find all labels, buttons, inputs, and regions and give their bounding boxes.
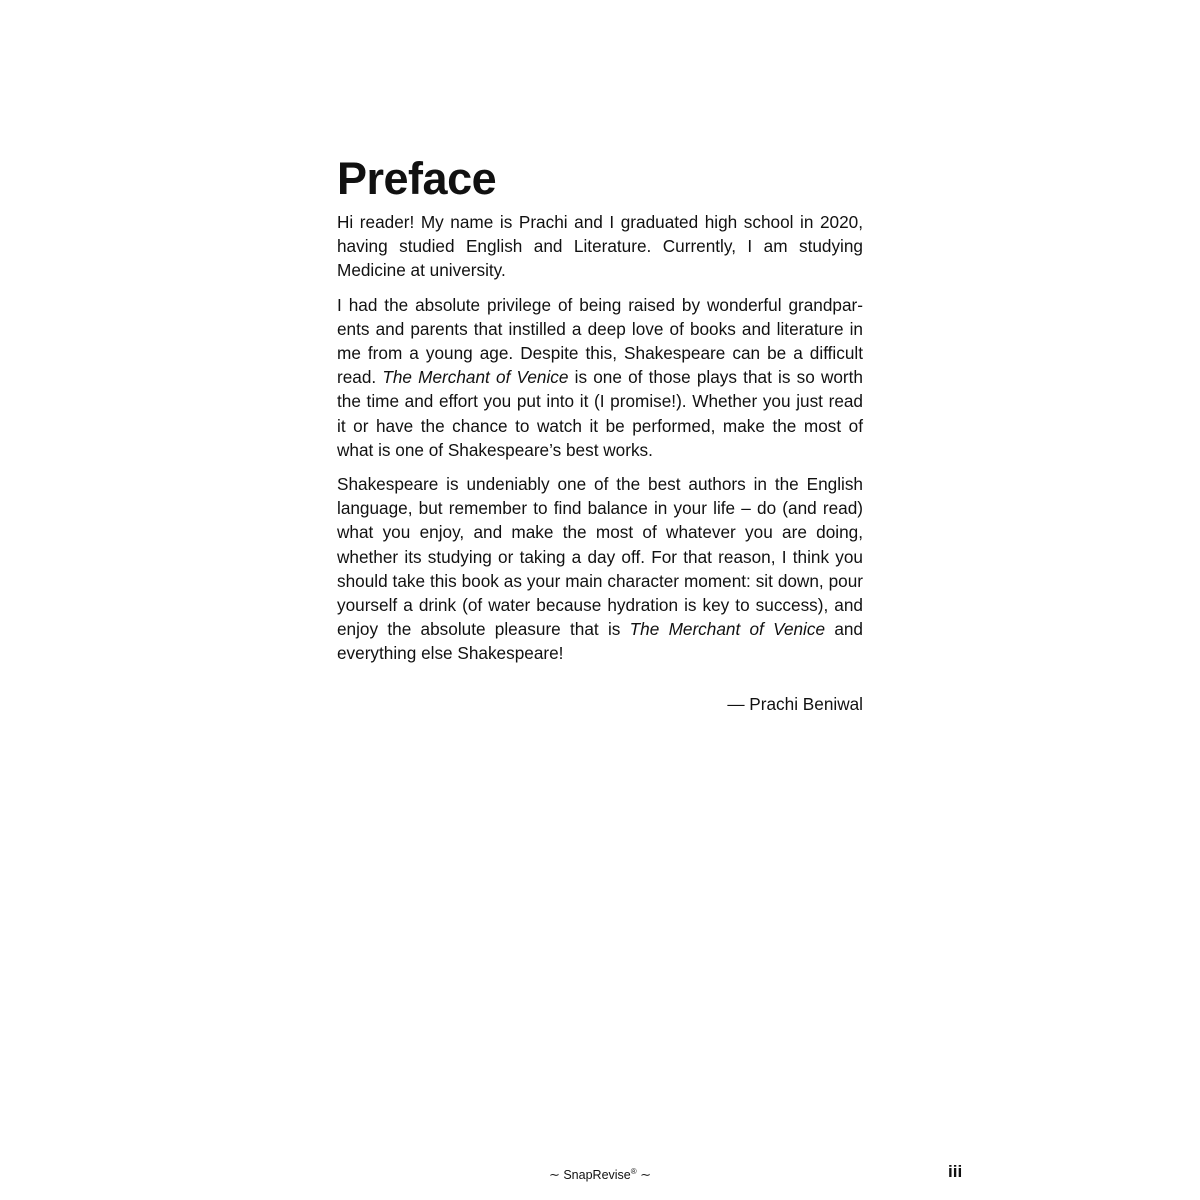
text-run: I had the absolute privilege of being raised by wonderful grandparents and parents that instilled a deep love of books and literature in me from a young age. Despite this, Shakespeare can be a difficult read. (337, 294, 863, 388)
registered-mark: ® (630, 1167, 637, 1176)
text-run: is one of those plays that is so worth the time and effort you put into it (I promise!). Whether you just read it or have the chance to watch it be performed, make the most of what is one of Shakespeare’s best works. (337, 367, 863, 460)
text-run: Shakespeare is undeniably one of the best authors in the English language, but remember to find balance in your life – do (and read) what you enjoy, and make the most of whatever you are doing, whether its studying or taking a day off. For that reason, I think you should take this book as your main character moment: sit down, pour yourself a drink (of water because hydration is key to success), and enjoy the absolute pleasure that is (337, 474, 863, 640)
page-title: Preface (337, 153, 497, 204)
text-run: and everything else Shakespeare! (337, 619, 863, 664)
author-signature: — Prachi Beniwal (727, 693, 863, 714)
italic-title-run: The Merchant of Venice (382, 367, 569, 388)
tilde-right-glyph: ∼ (640, 1167, 652, 1183)
preface-paragraph (337, 293, 863, 462)
italic-title-run: The Merchant of Venice (629, 619, 826, 640)
preface-paragraph (337, 210, 863, 283)
page-number: iii (948, 1162, 963, 1181)
text-run: Hi reader! My name is Prachi and I graduated high school in 2020, having studied English and Literature. Currently, I am studying Medicine at university. (337, 212, 863, 281)
preface-body (337, 210, 863, 666)
tilde-left-glyph: ∼ (548, 1167, 560, 1183)
brand-name: SnapRevise (563, 1168, 631, 1183)
footer-brand (0, 1164, 1200, 1183)
preface-content (337, 152, 863, 716)
preface-paragraph (337, 472, 863, 666)
